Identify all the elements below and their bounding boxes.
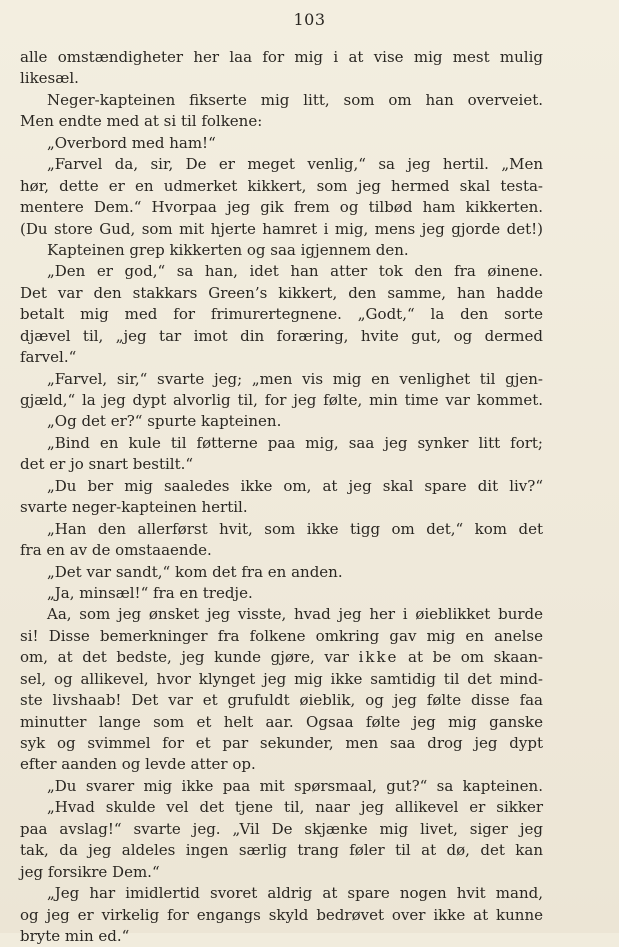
text-line: mentere Dem.“ Hvorpaa jeg gik frem og tilbød ham kikkerten. — [20, 198, 543, 217]
text-line: jeg forsikre Dem.“ — [20, 862, 160, 881]
text-line: hør, dette er en udmerket kikkert, som jeg hermed skal testa- — [20, 176, 543, 195]
emphasized-word: ikke — [358, 648, 399, 667]
page-number: 103 — [293, 10, 326, 29]
text-line: „Farvel, sir,“ svarte jeg; „men vis mig en venlighet til gjen- — [47, 369, 543, 388]
text-line: alle omstændigheter her laa for mig i at vise mig mest mulig — [20, 48, 543, 66]
text-line: Aa, som jeg ønsket jeg visste, hvad jeg her i øieblikket burde — [47, 605, 543, 624]
text-line: om, at det bedste, jeg kunde gjøre, var ikke at be om skaan- — [20, 648, 543, 667]
text-line: „Han den allerførst hvit, som ikke tigg om det,“ kom det — [47, 519, 543, 538]
text-line: gjæld,“ la jeg dypt alvorlig til, for jeg følte, min time var kommet. — [20, 391, 543, 409]
text-line: betalt mig med for frimurertegnene. „Godt,“ la den sorte — [20, 305, 543, 324]
text-line: „Bind en kule til føtterne paa mig, saa jeg synker litt fort; — [47, 433, 543, 452]
text-line: „Og det er?“ spurte kapteinen. — [47, 412, 282, 431]
text-line: det er jo snart bestilt.“ — [20, 455, 194, 474]
text-line: sel, og allikevel, hvor klynget jeg mig ikke samtidig til det mind- — [20, 669, 543, 688]
text-line: likesæl. — [20, 69, 79, 88]
text-line: djævel til, „jeg tar imot din foræring, hvite gut, og dermed — [20, 326, 543, 345]
text-line: „Farvel da, sir, De er meget venlig,“ sa jeg hertil. „Men — [47, 155, 543, 174]
text-line: „Hvad skulde vel det tjene til, naar jeg allikevel er sikker — [47, 798, 543, 817]
text-line: Kapteinen grep kikkerten og saa igjennem den. — [47, 240, 409, 259]
text-line: tak, da jeg aldeles ingen særlig trang føler til at dø, det kan — [20, 841, 543, 860]
body-text — [20, 47, 543, 947]
text-line: Det var den stakkars Green’s kikkert, den samme, han hadde — [20, 283, 543, 302]
text-line: svarte neger-kapteinen hertil. — [20, 498, 248, 517]
text-line: paa avslag!“ svarte jeg. „Vil De skjænke mig livet, siger jeg — [20, 819, 543, 838]
text-line: „Det var sandt,“ kom det fra en anden. — [47, 562, 343, 581]
text-line: bryte min ed.“ — [20, 926, 130, 945]
text-line: si! Disse bemerkninger fra folkene omkring gav mig en anelse — [20, 626, 543, 645]
text-line: farvel.“ — [20, 348, 77, 367]
text-line: „Jeg har imidlertid svoret aldrig at spare nogen hvit mand, — [47, 884, 543, 903]
text-line: (Du store Gud, som mit hjerte hamret i mig, mens jeg gjorde det!) — [20, 219, 543, 238]
text-line: „Du ber mig saaledes ikke om, at jeg skal spare dit liv?“ — [47, 476, 543, 495]
text-line: efter aanden og levde atter op. — [20, 755, 256, 774]
text-line: Neger-kapteinen fikserte mig litt, som om han overveiet. — [47, 90, 543, 109]
text-line: minutter lange som et helt aar. Ogsaa følte jeg mig ganske — [20, 712, 543, 731]
text-line: „Den er god,“ sa han, idet han atter tok den fra øinene. — [47, 262, 543, 281]
text-line: „Ja, minsæl!“ fra en tredje. — [47, 583, 253, 602]
text-line: Men endte med at si til folkene: — [20, 112, 263, 131]
text-line: fra en av de omstaaende. — [20, 541, 212, 560]
text-line: og jeg er virkelig for engangs skyld bedrøvet over ikke at kunne — [20, 905, 543, 924]
text-line: ste livshaab! Det var et grufuldt øieblik, og jeg følte disse faa — [20, 691, 543, 710]
text-line: „Overbord med ham!“ — [47, 133, 216, 152]
text-line: syk og svimmel for et par sekunder, men saa drog jeg dypt — [20, 734, 543, 752]
text-line: „Du svarer mig ikke paa mit spørsmaal, gut?“ sa kapteinen. — [47, 776, 543, 795]
